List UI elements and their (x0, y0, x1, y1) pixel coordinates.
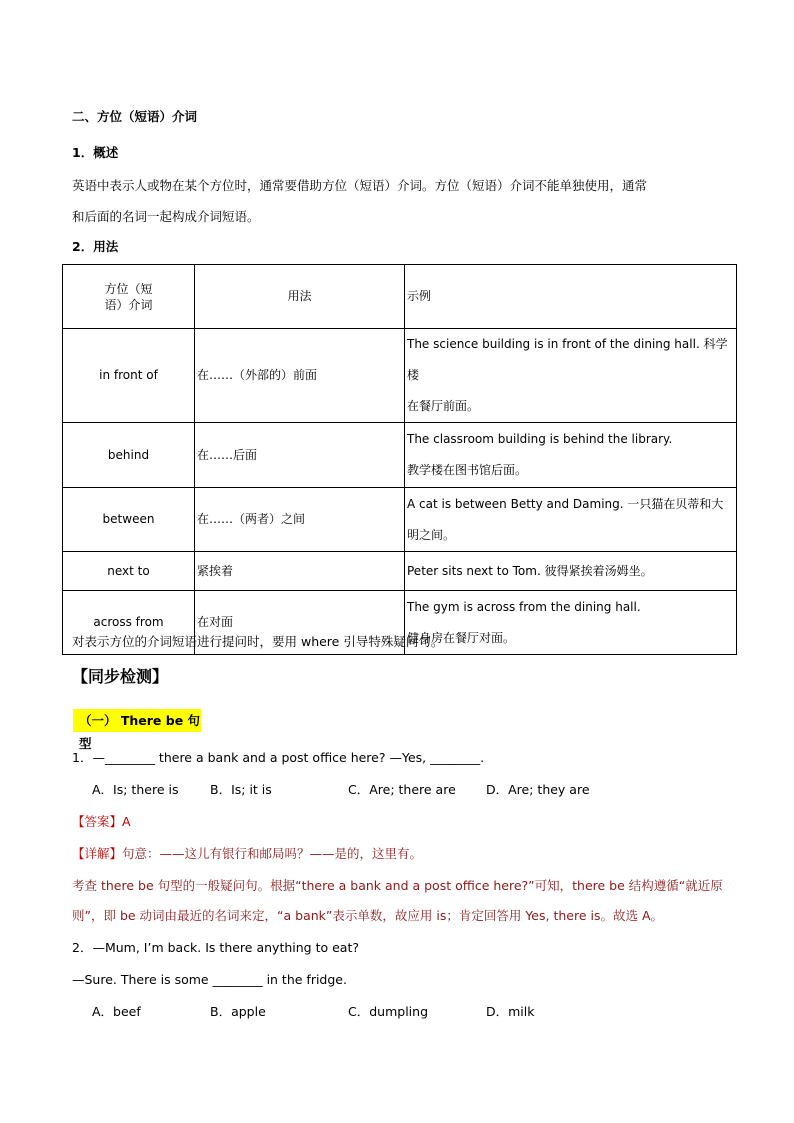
q1-option-c: C．Are; there are (348, 782, 456, 797)
table-row (63, 488, 737, 552)
q1-stem: 1．—________ there a bank and a post office here? —Yes, ________. (72, 750, 485, 765)
row-usage: 在对面 (195, 591, 405, 655)
row-example-line2: 在餐厅前面。 (407, 399, 480, 413)
header-preposition (63, 265, 195, 329)
q1-option-d: D．Are; they are (486, 782, 590, 797)
header-preposition-line1: 方位（短 (104, 281, 153, 296)
row-example (405, 591, 737, 655)
row-usage: 在……（两者）之间 (195, 488, 405, 552)
q1-explanation-line1: 考查 there be 句型的一般疑问句。根据“there a bank and a post office here?”可知，there be 结构遵循“就近原 (72, 878, 723, 893)
row-example-line2: 明之间。 (407, 527, 456, 542)
q2-option-c: C．dumpling (348, 1004, 428, 1019)
usage-heading: 2．用法 (72, 239, 119, 254)
row-example (405, 329, 737, 423)
overview-text-line2: 和后面的名词一起构成介词短语。 (72, 209, 260, 224)
answer-value: A (122, 814, 131, 829)
row-example-line2: 教学楼在图书馆后面。 (407, 463, 528, 477)
row-preposition: next to (63, 552, 195, 591)
row-preposition: behind (63, 423, 195, 488)
q2-option-a: A．beef (92, 1004, 141, 1019)
table-row (63, 329, 737, 423)
row-example: Peter sits next to Tom. 彼得紧挨着汤姆坐。 (405, 552, 737, 591)
sync-test-title: 【同步检测】 (72, 667, 169, 686)
q2-stem-line1: 2．—Mum, I’m back. Is there anything to eat? (72, 940, 359, 955)
table-row (63, 423, 737, 488)
row-example-line2: 健身房在餐厅对面。 (407, 630, 516, 645)
header-usage: 用法 (195, 265, 405, 329)
q1-explanation-line2: 则”，即 be 动词由最近的名词来定，“a bank”表示单数，故应用 is；肯定回答用 Yes, there is。故选 A。 (72, 908, 663, 923)
header-preposition-line2: 语）介词 (104, 297, 153, 312)
q2-option-b: B．apple (210, 1004, 266, 1019)
row-usage: 在……（外部的）前面 (195, 329, 405, 423)
table-header-row (63, 265, 737, 329)
table-row (63, 552, 737, 591)
header-example: 示例 (405, 265, 737, 329)
row-example-line1: A cat is between Betty and Daming. 一只猫在贝蒂和大 (407, 496, 724, 511)
where-note: 对表示方位的介词短语进行提问时，要用 where 引导特殊疑问句。 (72, 634, 444, 649)
overview-text-line1: 英语中表示人或物在某个方位时，通常要借助方位（短语）介词。方位（短语）介词不能单独使用，通常 (72, 178, 648, 193)
overview-text (72, 170, 732, 232)
subsection-title: （一） There be 句型 (73, 709, 201, 732)
q1-option-a: A．Is; there is (92, 782, 179, 797)
q2-option-d: D．milk (486, 1004, 535, 1019)
q1-detail (72, 844, 422, 864)
row-example-line1: The classroom building is behind the library. (407, 432, 673, 446)
row-example-line1: The science building is in front of the dining hall. 科学楼 (407, 337, 728, 382)
row-usage: 紧挨着 (195, 552, 405, 591)
row-example-line1: The gym is across from the dining hall. (407, 599, 641, 614)
usage-table (62, 264, 737, 655)
q1-answer (72, 812, 131, 832)
row-preposition: between (63, 488, 195, 552)
q2-stem-line2: —Sure. There is some ________ in the fridge. (72, 972, 347, 987)
row-example (405, 423, 737, 488)
q1-option-b: B．Is; it is (210, 782, 272, 797)
section-title: 二、方位（短语）介词 (72, 109, 198, 124)
row-usage: 在……后面 (195, 423, 405, 488)
answer-label: 【答案】 (72, 814, 123, 829)
overview-heading: 1．概述 (72, 145, 119, 160)
row-preposition: across from (63, 591, 195, 655)
detail-text: 句意：——这儿有银行和邮局吗？——是的，这里有。 (122, 846, 423, 861)
row-example (405, 488, 737, 552)
row-preposition: in front of (63, 329, 195, 423)
detail-label: 【详解】 (72, 846, 123, 861)
